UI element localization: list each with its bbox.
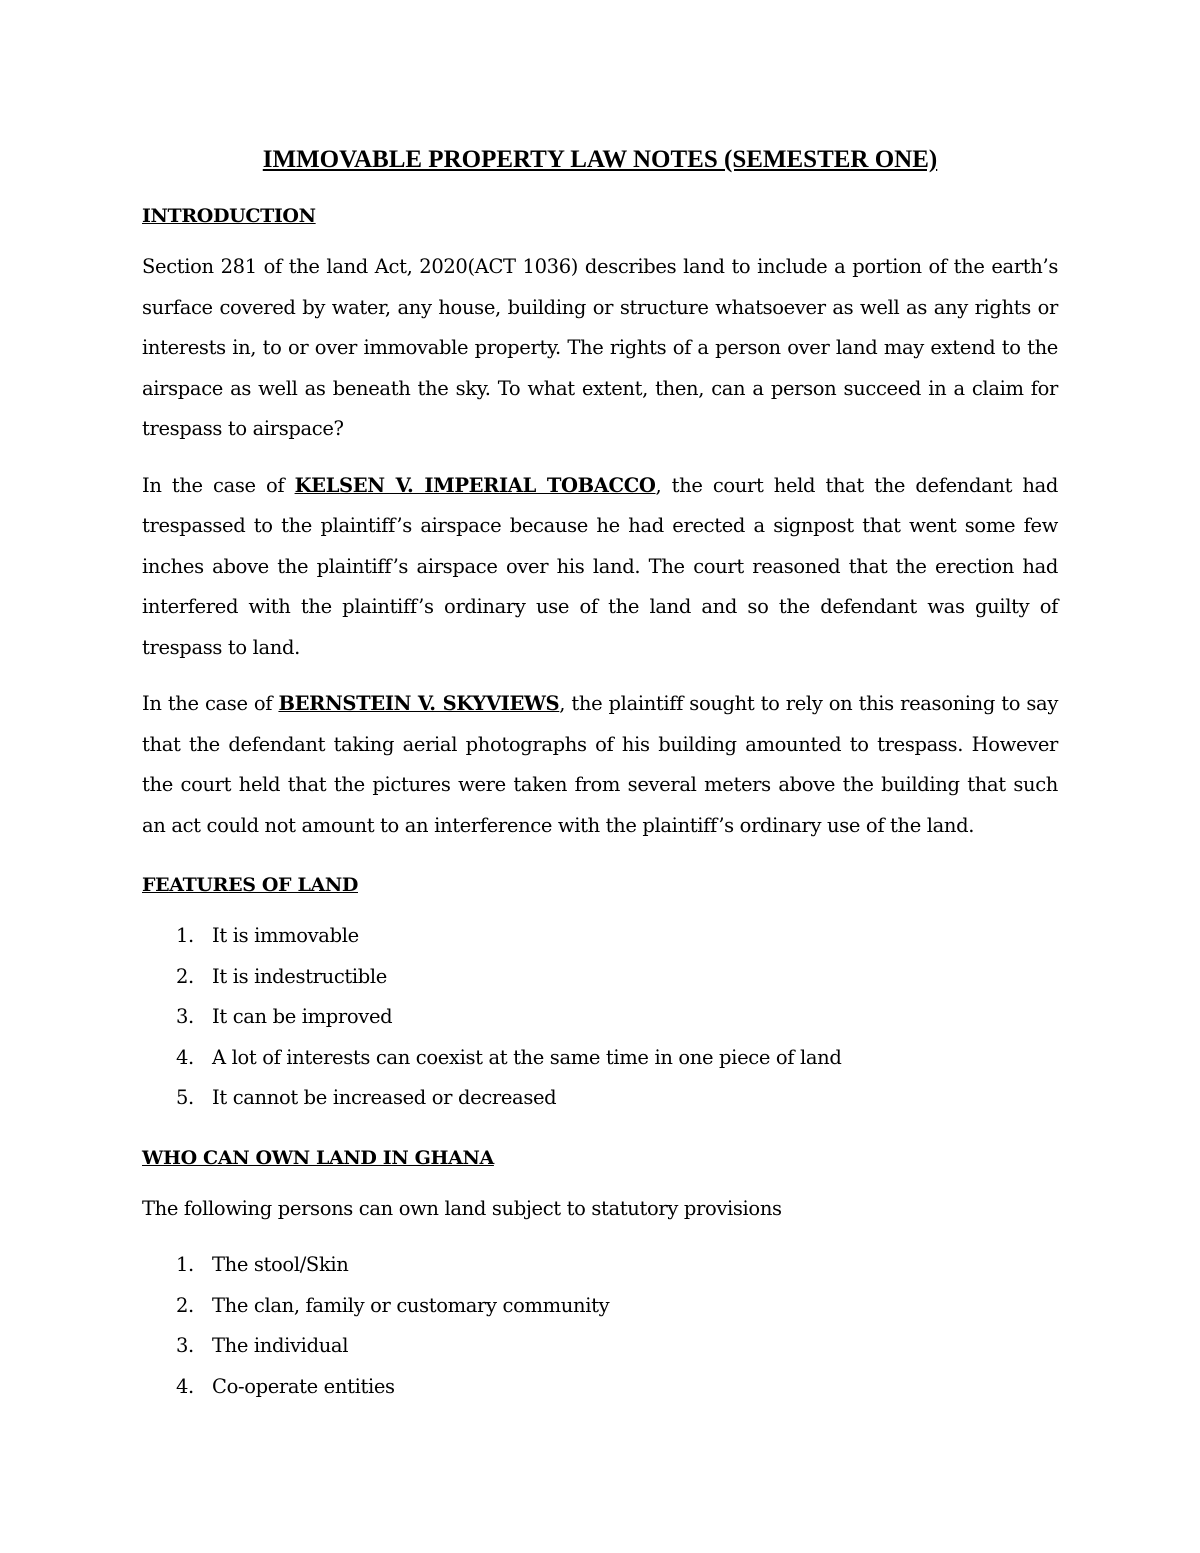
list-item-text: It is indestructible (212, 964, 387, 988)
list-item-number: 1. (176, 1253, 194, 1276)
intro-paragraph: Section 281 of the land Act, 2020(ACT 1036) describes land to include a portion of the earth’s surface covered by water, any house, building or structure whatsoever as well as any rights or interests in, to or over immovable property. The rights of a person over land may extend to the airspace as well as beneath the sky. To what extent, then, can a person succeed in a claim for trespass to airspace? (142, 255, 1058, 440)
section-heading-introduction: INTRODUCTION (142, 205, 316, 227)
list-item-number: 5. (176, 1086, 194, 1109)
list-item (142, 997, 1058, 1038)
list-item-text: The stool/Skin (212, 1253, 349, 1276)
case-name-bernstein: BERNSTEIN V. SKYVIEWS (278, 692, 560, 715)
features-list (142, 916, 1058, 1119)
list-item (142, 1286, 1058, 1327)
list-item (142, 916, 1058, 957)
list-item-text: Co-operate entities (212, 1374, 395, 1398)
paragraph-prefix: In the case of (142, 692, 279, 715)
list-item (142, 1367, 1058, 1408)
paragraph-prefix: In the case of (142, 473, 295, 497)
paragraph-suffix: , the plaintiff sought to rely on this reasoning to say that the defendant taking aerial photographs of his building amounted to trespass. However the court held that the pictures were taken from several meters above the building that such an act could not amount to an interference with the plaintiff’s ordinary use of the land. (142, 692, 1059, 837)
list-item (142, 957, 1058, 998)
list-item-number: 3. (176, 1334, 194, 1357)
list-item (142, 1326, 1058, 1367)
list-item-number: 2. (176, 1293, 194, 1317)
list-item-number: 1. (176, 924, 194, 947)
owners-intro-paragraph: The following persons can own land subject to statutory provisions (142, 1196, 782, 1220)
list-item-number: 3. (176, 1005, 194, 1028)
list-item-text: A lot of interests can coexist at the same time in one piece of land (212, 1045, 842, 1069)
list-item-text: It is immovable (212, 924, 359, 947)
bernstein-case-paragraph (142, 684, 1058, 846)
document-title: IMMOVABLE PROPERTY LAW NOTES (SEMESTER ONE) (262, 146, 938, 173)
owners-list (142, 1245, 1058, 1407)
list-item (142, 1078, 1058, 1119)
list-item-number: 4. (176, 1045, 194, 1069)
list-item-number: 4. (176, 1374, 194, 1398)
kelsen-case-paragraph (142, 466, 1058, 669)
list-item-text: The individual (212, 1334, 349, 1357)
list-item (142, 1038, 1058, 1079)
list-item-text: It cannot be increased or decreased (212, 1086, 557, 1109)
case-name-kelsen: KELSEN V. IMPERIAL TOBACCO (294, 473, 656, 497)
section-heading-features: FEATURES OF LAND (142, 874, 358, 896)
list-item (142, 1245, 1058, 1286)
list-item-number: 2. (176, 964, 194, 988)
document-body (142, 143, 1058, 1429)
list-item-text: It can be improved (212, 1005, 393, 1028)
paragraph-suffix: , the court held that the defendant had trespassed to the plaintiff’s airspace because he had erected a signpost that went some few inches above the plaintiff’s airspace over his land. The court reasoned that the erection had interfered with the plaintiff’s ordinary use of the land and so the defendant was guilty of trespass to land. (142, 473, 1058, 659)
list-item-text: The clan, family or customary community (212, 1293, 610, 1317)
section-heading-owners: WHO CAN OWN LAND IN GHANA (142, 1146, 494, 1169)
